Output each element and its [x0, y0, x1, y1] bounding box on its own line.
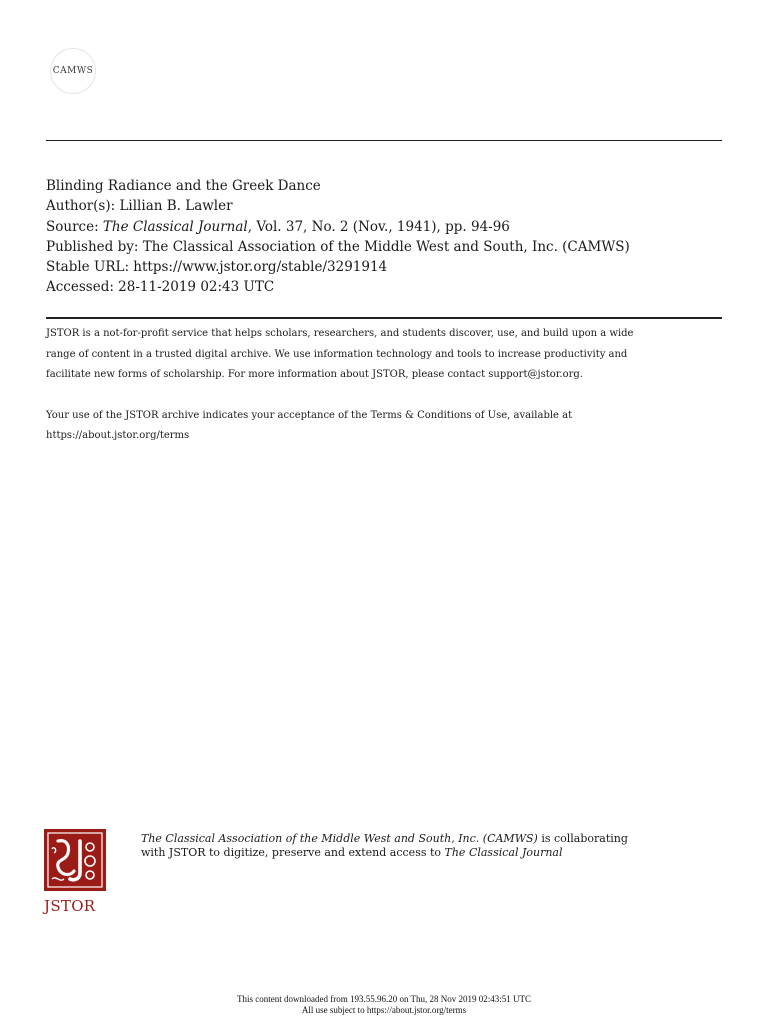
- author-label: Author(s):: [46, 198, 120, 215]
- source-journal: The Classical Journal: [102, 218, 248, 235]
- footer-download-info: This content downloaded from 193.55.96.20 on Thu, 28 Nov 2019 02:43:51 UTC: [236, 994, 532, 1004]
- collab-line-2: [141, 846, 741, 860]
- notice-line: facilitate new forms of scholarship. For more information about JSTOR, please contact support@jstor.org.: [46, 369, 583, 380]
- author-name: Lillian B. Lawler: [119, 198, 233, 215]
- collab-org: The Classical Association of the Middle West and South, Inc. (CAMWS): [141, 832, 538, 845]
- top-divider: [46, 140, 722, 141]
- source-label: Source:: [46, 218, 103, 235]
- collaboration-statement: [141, 832, 741, 859]
- collab-line-2-prefix: with JSTOR to digitize, preserve and extend access to: [141, 845, 445, 859]
- notice-line: range of content in a trusted digital archive. We use information technology and tools to increase productivity and: [46, 348, 628, 360]
- jstor-wordmark: JSTOR: [44, 897, 96, 915]
- collab-line-1: [141, 832, 741, 846]
- source-details: , Vol. 37, No. 2 (Nov., 1941), pp. 94-96: [247, 218, 510, 235]
- source-line: [46, 217, 736, 237]
- stable-url[interactable]: Stable URL: https://www.jstor.org/stable/3291914: [46, 259, 388, 276]
- author-line: [46, 196, 736, 216]
- collab-line-1-rest: is collaborating: [537, 832, 628, 845]
- footer-terms: All use subject to https://about.jstor.org/terms: [301, 1004, 467, 1015]
- terms-url[interactable]: https://about.jstor.org/terms: [46, 430, 190, 441]
- jstor-logo: [44, 829, 106, 915]
- terms-line: Your use of the JSTOR archive indicates your acceptance of the Terms & Conditions of Use, available at: [46, 409, 573, 421]
- jstor-notice: [46, 324, 726, 447]
- camws-logo-text: CAMWS: [52, 66, 94, 76]
- citation-block: [46, 176, 736, 298]
- notice-line: JSTOR is a not-for-profit service that helps scholars, researchers, and students discover, use, and build upon a wide: [46, 328, 634, 339]
- camws-logo: [50, 48, 96, 94]
- middle-divider: [46, 317, 722, 319]
- download-footer: [0, 994, 768, 1015]
- accessed-date: Accessed: 28-11-2019 02:43 UTC: [46, 279, 275, 296]
- jstor-emblem-icon: [44, 829, 106, 891]
- article-title: Blinding Radiance and the Greek Dance: [46, 178, 321, 194]
- collab-journal: The Classical Journal: [444, 845, 563, 859]
- published-by: Published by: The Classical Association of the Middle West and South, Inc. (CAMWS): [46, 238, 630, 255]
